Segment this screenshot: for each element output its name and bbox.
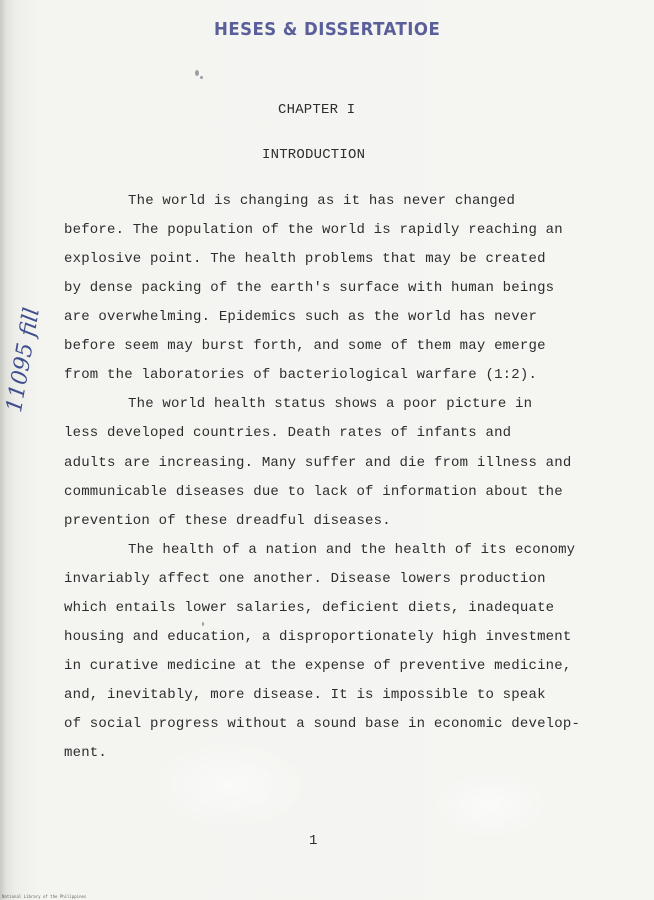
text-line: from the laboratories of bacteriological warfare (1:2).	[64, 367, 538, 383]
text-line: communicable diseases due to lack of information about the	[64, 484, 563, 500]
text-line: are overwhelming. Epidemics such as the world has never	[64, 309, 538, 325]
theses-dissertation-stamp: HESES & DISSERTATIOE	[214, 19, 441, 40]
text-line: The world health status shows a poor picture in	[128, 396, 533, 412]
footer-caption: National Library of the Philippines	[2, 894, 87, 899]
paper-smudge	[430, 770, 550, 840]
text-line: and, inevitably, more disease. It is impossible to speak	[64, 687, 546, 703]
text-line: which entails lower salaries, deficient diets, inadequate	[64, 600, 555, 616]
paper-speck	[195, 70, 199, 76]
text-line: of social progress without a sound base in economic develop-	[64, 716, 581, 732]
paper-speck	[202, 622, 204, 626]
text-line: before. The population of the world is rapidly reaching an	[64, 222, 563, 238]
text-line: explosive point. The health problems that may be created	[64, 251, 546, 267]
text-line: The health of a nation and the health of its economy	[128, 542, 576, 558]
text-line: adults are increasing. Many suffer and die from illness and	[64, 455, 572, 471]
text-line: in curative medicine at the expense of preventive medicine,	[64, 658, 572, 674]
text-line: ment.	[64, 745, 108, 761]
text-line: invariably affect one another. Disease lowers production	[64, 571, 546, 587]
chapter-heading: CHAPTER I	[278, 102, 356, 118]
paper-smudge	[150, 740, 310, 830]
text-line: by dense packing of the earth's surface with human beings	[64, 280, 555, 296]
text-line: prevention of these dreadful diseases.	[64, 513, 391, 529]
text-line: before seem may burst forth, and some of them may emerge	[64, 338, 546, 354]
text-line: less developed countries. Death rates of infants and	[64, 425, 512, 441]
handwritten-accession-note: 11095 fill	[2, 305, 45, 415]
text-line: housing and education, a disproportionately high investment	[64, 629, 572, 645]
page-number: 1	[309, 833, 318, 849]
paper-speck	[200, 76, 203, 79]
text-line: The world is changing as it has never changed	[128, 193, 516, 209]
section-title: INTRODUCTION	[262, 147, 366, 163]
